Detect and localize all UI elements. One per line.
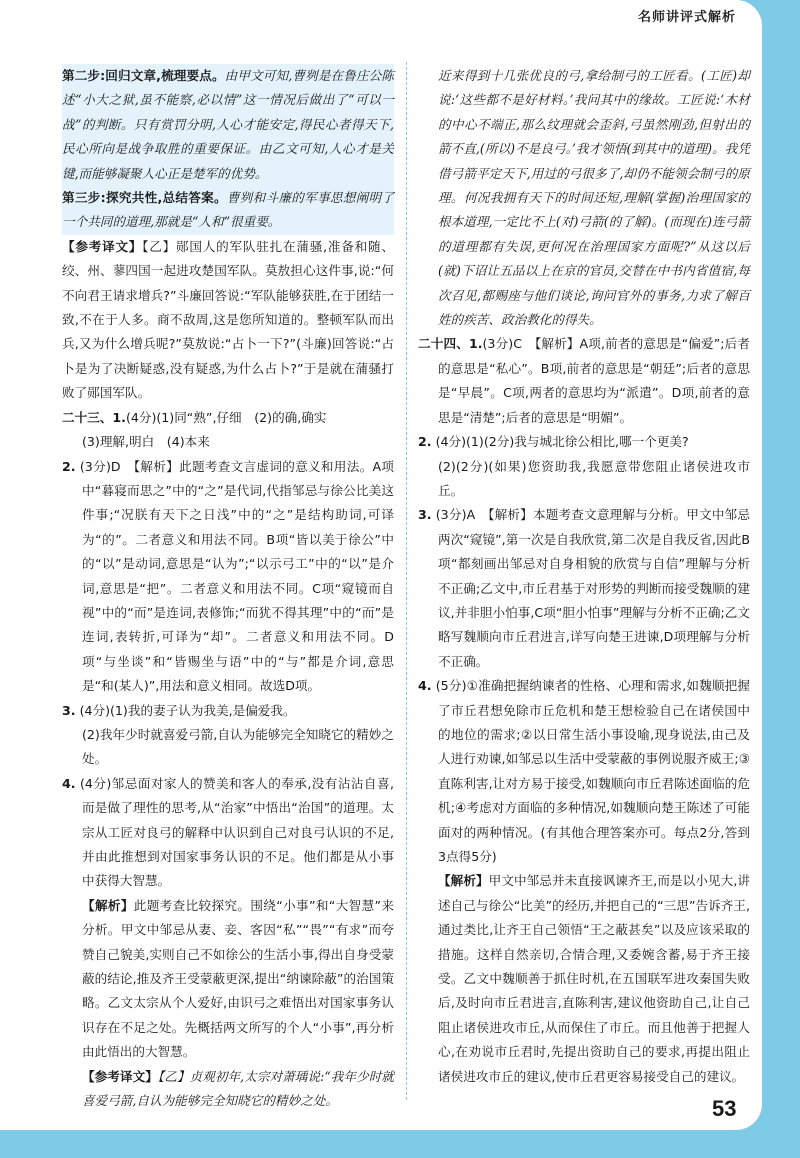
analysis-text-2: 甲文中邹忌并未直接讽谏齐王,而是以小见大,讲述自己与徐公“比美”的经历,并把自己的“三思”告诉齐王,通过类比,让齐王自己领悟“王之蔽甚矣”以及应该采取的措施。这样自然亲切,合情合理,又委婉含蓄,易于齐王接受。乙文中魏顺善于抓住时机,在五国联军进攻秦国失败后,及时向市丘君进言,直陈利害,建议他资助自己,让自己阻止诸侯进攻市丘,从而保住了市丘。而且他善于把握人心,在劝说市丘君时,先提出资助自己的要求,再提出阻止诸侯进攻市丘的建议,使市丘君更容易接受自己的建议。 — [438, 873, 750, 1084]
step3-paragraph — [62, 186, 394, 235]
q23-4-ref — [62, 1065, 394, 1114]
q24-4-analysis — [418, 869, 750, 1089]
right-column — [418, 64, 750, 1089]
analysis-label: 【解析】 — [82, 897, 134, 913]
analysis-text: 此题考查比较探究。围绕“小事”和“大智慧”来分析。甲文中邹忌从妻、妾、客因“私”“畏”“有求”而夸赞自己貌美,实则自己不如徐公的生活小事,得出自身受蒙蔽的结论,推及齐王受蒙蔽更深,提出“纳谏除蔽”的治国策略。乙文太宗从个人爱好,由识弓之难悟出对国家事务认识存在不足之处。先概括两文所写的个人“小事”,再分析由此悟出的大智慧。 — [82, 897, 394, 1060]
translation-continued: 近来得到十几张优良的弓,拿给制弓的工匠看。(工匠)却说:‘这些都不是好材料。’我问其中的缘故。工匠说:‘木材的中心不端正,那么纹理就会歪斜,弓虽然刚劲,但射出的箭不直,(所以)不是良弓。’我才领悟(到其中的道理)。我凭借弓箭平定天下,用过的弓很多了,却仍不能领会制弓的原理。何况我拥有天下的时间还短,理解(掌握)治理国家的根本道理,一定比不上(对)弓箭(的了解)。(而现在)连弓箭的道理都有失误,更何况在治理国家方面呢?”从这以后(就)下诏让五品以上在京的官员,交替在中书内省值宿,每次召见,都赐座与他们谈论,询问官外的事务,力求了解百姓的疾苦、政治教化的得失。 — [438, 68, 750, 328]
q24-1-text: (3分)C 【解析】A项,前者的意思是“偏爱”;后者的意思是“私心”。B项,前者的意思是“朝廷”;后者的意思是“早晨”。C项,两者的意思均为“派遣”。D项,前者的意思是“清楚”;后者的意思是“明媚”。 — [438, 336, 750, 425]
q23-head: 二十三、1. — [62, 409, 126, 425]
q24-3-num: 3. — [418, 507, 432, 523]
q23-2-num: 2. — [62, 458, 76, 474]
q24-1 — [418, 332, 750, 430]
step3-text: 曹刿和斗廉的军事思想阐明了一个共同的道理,那就是“人和”很重要。 — [62, 190, 395, 230]
step3-label: 第三步:探究共性,总结答案。 — [62, 190, 227, 206]
q23-2-text: (3分)D 【解析】此题考查文言虚词的意义和用法。A项中“暮寝而思之”中的“之”是代词,代指邹忌与徐公比美这件事;“况朕有天下之日浅”中的“之”是结构助词,可译为“的”。二者意义和用法不同。B项“皆以美于徐公”中的“以”是动词,意思是“认为”;“以示弓工”中的“以”是介词,意思是“把”。二者意义和用法不同。C项“窥镜而自视”中的“而”是连词,表修饰;“而犹不得其理”中的“而”是连词,表转折,可译为“却”。二者意义和用法不同。D项“与坐谈”和“皆赐坐与语”中的“与”都是介词,意思是“和(某人)”,用法和意义相同。故选D项。 — [79, 458, 394, 694]
q23-4-num: 4. — [62, 775, 76, 791]
steps-box — [62, 64, 394, 235]
ref-label-2: 【参考译文】 — [82, 1068, 158, 1084]
page-header: 名师讲评式解析 — [637, 10, 736, 25]
column-divider — [406, 62, 407, 1100]
q23-1b: (3)理解,明白 (4)本来 — [82, 434, 210, 450]
q23-3-num: 3. — [62, 702, 76, 718]
reference-translation — [62, 235, 394, 406]
step2-label: 第二步:回归文章,梳理要点。 — [62, 68, 225, 83]
q24-4 — [418, 674, 750, 869]
ref-label: 【参考译文】 — [62, 238, 143, 254]
q24-4-text: (5分)①准确把握纳谏者的性格、心理和需求,如魏顺把握了市丘君想免除市丘危机和楚王想检验自己在诸侯国中的地位的需求;②以日常生活小事设喻,现身说法,由己及人进行劝谏,如邹忌以生活中受蒙蔽的事例说服齐威王;③直陈利害,让对方易于接受,如魏顺向市丘君陈述面临的危机;④考虑对方面临的多种情况,如魏顺向楚王陈述了可能面对的两种情况。(有其他合理答案亦可。每点2分,答到3点得5分) — [435, 678, 750, 864]
analysis-label-2: 【解析】 — [438, 873, 489, 889]
q24-3-text: (3分)A 【解析】本题考查文意理解与分析。甲文中邹忌两次“窥镜”,第一次是自我欣赏,第二次是自我反省,因此B项“都刻画出邹忌对自身相貌的欣赏与自信”理解与分析不正确;乙文中,市丘君基于对形势的判断而接受魏顺的建议,并非胆小怕事,C项“胆小怕事”理解与分析不正确;乙文略写魏顺向市丘君进言,详写向楚王进谏,D项理解与分析不正确。 — [435, 507, 751, 669]
step2-text: 由甲文可知,曹刿是在鲁庄公陈述“小大之狱,虽不能察,必以情”这一情况后做出了“可以一战”的判断。只有赏罚分明,人心才能安定,得民心者得天下,民心所向是战争取胜的重要保证。由乙文可知,人心才是关键,而能够凝聚人心正是楚军的优势。 — [62, 68, 394, 181]
q24-3 — [418, 503, 750, 674]
q23-4 — [62, 772, 394, 894]
step2-paragraph — [62, 64, 394, 186]
q24-2b: (2)(2分)(如果)您资助我,我愿意带您阻止诸侯进攻市丘。 — [438, 458, 750, 498]
q24-4-num: 4. — [418, 678, 432, 694]
q23-2 — [62, 455, 394, 699]
q23-1-text: (4分)(1)同“熟”,仔细 (2)的确,确实 — [125, 409, 327, 425]
q23-3 — [62, 699, 394, 723]
q24-head: 二十四、1. — [418, 336, 483, 352]
left-column — [62, 64, 394, 1113]
q24-2-num: 2. — [418, 434, 432, 450]
ref-text-2: 【乙】贞观初年,太宗对萧瑀说:“我年少时就喜爱弓箭,自认为能够完全知晓它的精妙之处。 — [82, 1068, 394, 1109]
q23-3-text: (4分)(1)我的妻子认为我美,是偏爱我。 — [79, 702, 296, 718]
q23-4-text: (4分)邹忌面对家人的赞美和客人的奉承,没有沾沾自喜,而是做了理性的思考,从“治家”中悟出“治国”的道理。太宗从工匠对良弓的解释中认识到自己对良弓认识的不足,并由此推想到对国家事务认识的不足。他们都是从小事中获得大智慧。 — [80, 775, 394, 889]
q23-3b: (2)我年少时就喜爱弓箭,自认为能够完全知晓它的精妙之处。 — [82, 726, 394, 767]
q24-2 — [418, 430, 750, 454]
q24-2-text: (4分)(1)(2分)我与城北徐公相比,哪一个更美? — [435, 434, 689, 450]
page-number: 53 — [712, 1096, 737, 1121]
ref-text: 【乙】郧国人的军队驻扎在蒲骚,准备和随、绞、州、蓼四国一起进攻楚国军队。莫敖担心这件事,说:“何不向君王请求增兵?”斗廉回答说:“军队能够获胜,在于团结一致,不在于人多。商不敌周,这是您所知道的。整顿军队而出兵,又为什么增兵呢?”莫敖说:“占卜一下?”(斗廉)回答说:“占卜是为了决断疑惑,没有疑惑,为什么占卜?”于是就在蒲骚打败了郧国军队。 — [62, 238, 394, 401]
q23-4-analysis — [62, 894, 394, 1065]
q23-1 — [62, 406, 394, 430]
